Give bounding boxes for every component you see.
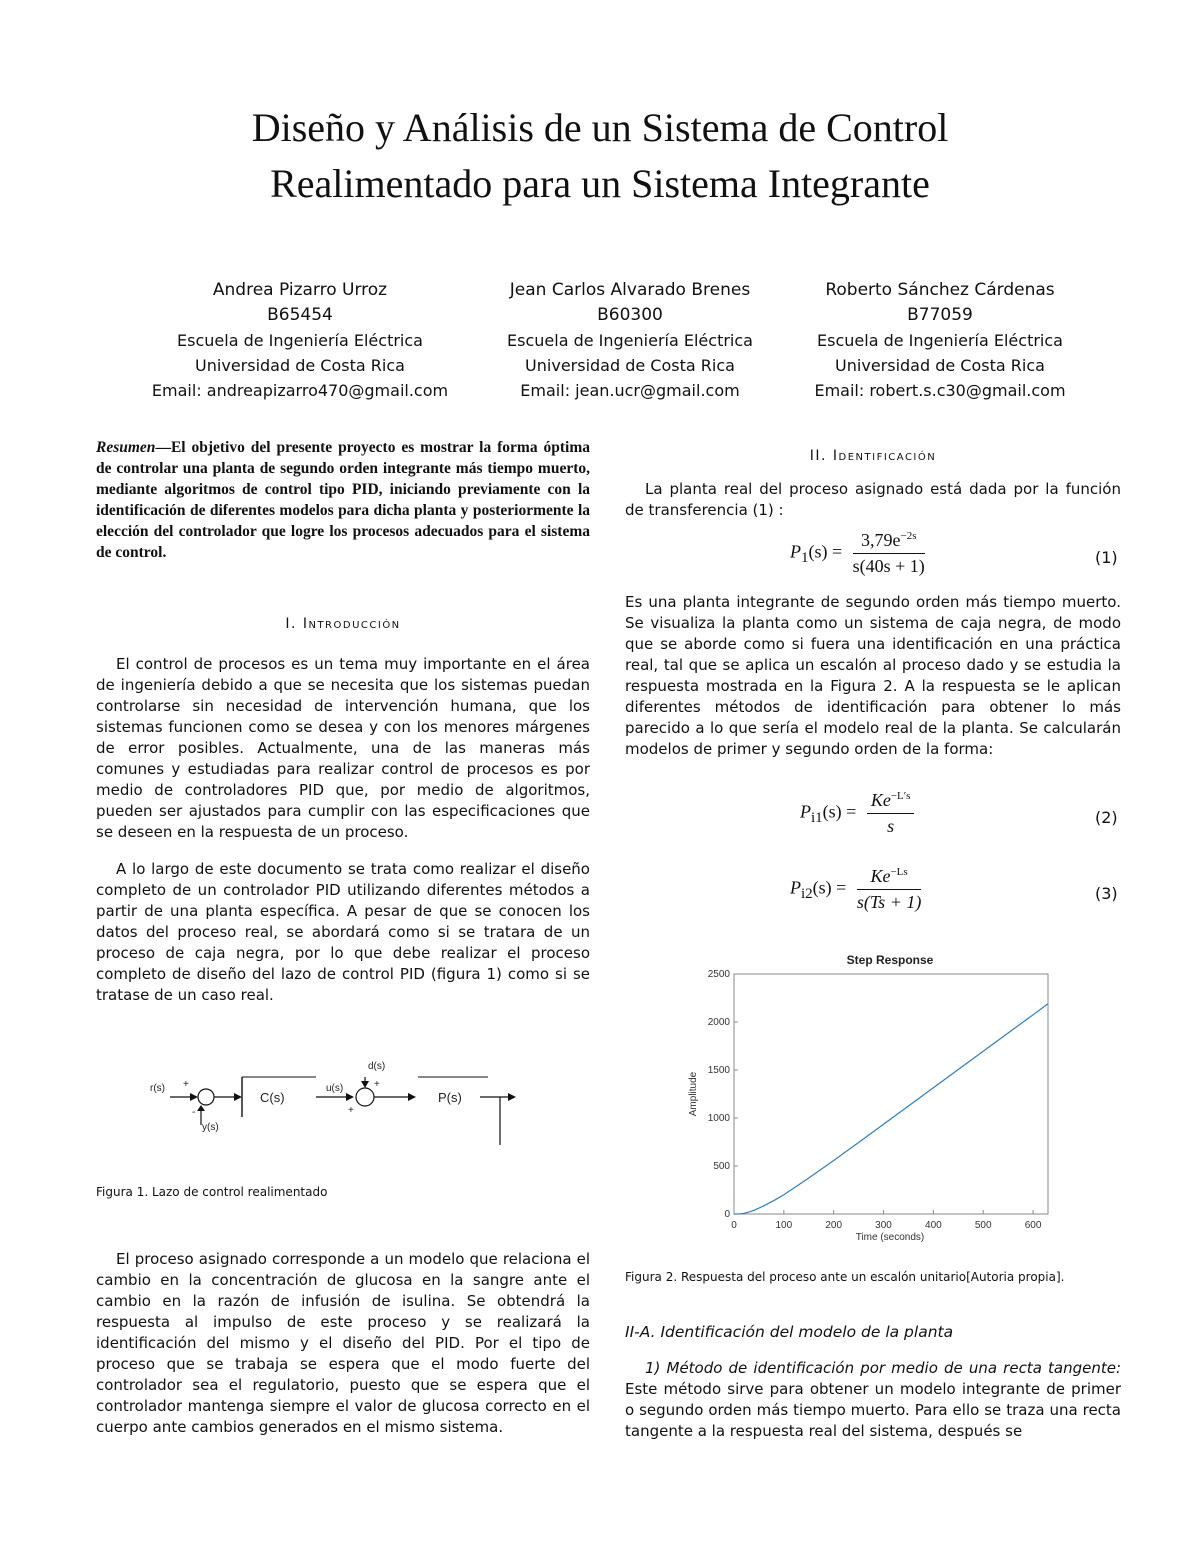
sum1-minus: - [192,1107,196,1118]
abstract [96,437,590,563]
eq3-fraction [857,866,922,913]
y-tick-label: 0 [724,1209,730,1220]
eq1-num-exp: −2s [900,530,917,542]
author-block-3 [770,278,1110,403]
eq3-numerator [857,866,922,890]
intro-paragraph-1: El control de procesos es un tema muy importante en el área de ingeniería debido a que se necesita que los sistemas puedan controlarse sin necesidad de intervención humana, que los sistemas funcionen como se desea y con los menores márgenes de error posibles. Actualmente, una de las maneras más comunes y estudiadas para realizar control de procesos es por medio de controladores PID que, por medio de algoritmos, pueden ser ajustados para cumplir con las especificaciones que se deseen en la respuesta de un proceso. [96,655,590,841]
y-tick-label: 500 [713,1161,730,1172]
x-axis-ticks [731,1210,1042,1231]
y-tick-label: 2500 [707,969,730,980]
equation-3-number: (3) [1095,884,1118,903]
y-tick-label: 1000 [707,1113,730,1124]
sum2-plus-left: + [348,1105,354,1116]
series-line-step [734,1004,1048,1214]
figure-1-block-diagram [140,1055,530,1155]
arrowhead-p [408,1093,416,1101]
eq2-numerator [867,790,915,814]
label-r: r(s) [150,1083,165,1094]
title-line-2: Realimentado para un Sistema Integrante [270,161,930,206]
author-name: Roberto Sánchez Cárdenas [825,280,1055,300]
author-school: Escuela de Ingeniería Eléctrica [177,331,423,350]
eq2-lhs: P [800,801,811,822]
arrowhead-sum2 [346,1093,354,1101]
eq3-lhs: P [790,877,801,898]
arrowhead-feedback [197,1105,205,1111]
identificacion-intro [625,479,1121,521]
identificacion-paragraph-1: La planta real del proceso asignado está dada por la función de transferencia (1) : [625,480,1121,519]
c-block-label: C(s) [260,1090,285,1105]
y-tick-label: 2000 [707,1017,730,1028]
figure-2-step-response-chart [672,948,1068,1248]
arrowhead-c [234,1093,242,1101]
sum1-plus: + [183,1079,189,1090]
eq2-arg: (s) = [822,801,857,822]
author-id: B60300 [597,305,663,325]
eq2-num-exp: −L′s [890,790,911,802]
chart-title: Step Response [846,953,934,967]
method-text: Este método sirve para obtener un modelo integrante de primer o segundo orden más tiempo muerto. Para ello se traza una recta tangente a la respuesta real del sistema, después se [625,1380,1121,1440]
author-school: Escuela de Ingeniería Eléctrica [817,331,1063,350]
abstract-text: —El objetivo del presente proyecto es mostrar la forma óptima de controlar una planta de segundo orden integrante más tiempo muerto, mediante algoritmos de control tipo PID, iniciando previamente con la identificación de diferentes modelos para dicha planta y posteriormente la elección del controlador que logre los procesos adecuados para el sistema de control. [96,439,590,561]
eq1-fraction [853,530,925,577]
author-email: Email: jean.ucr@gmail.com [520,381,740,400]
equation-1-number: (1) [1095,548,1118,567]
equation-1 [790,530,925,577]
figure-2-caption: Figura 2. Respuesta del proceso ante un escalón unitario[Autoria propia]. [625,1270,1065,1284]
eq1-num-text: 3,79e [860,530,901,550]
equation-3 [790,866,921,913]
eq1-denominator: s(40s + 1) [852,556,925,576]
eq3-denominator: s(Ts + 1) [856,892,922,912]
eq1-arg: (s) = [808,541,843,562]
author-id: B77059 [907,305,973,325]
paper-title [0,100,1200,212]
equation-2-number: (2) [1095,808,1118,827]
identificacion-paragraph-2: Es una planta integrante de segundo orden más tiempo muerto. Se visualiza la planta como un sistema de caja negra, de modo que se aborde como si fuera una identificación en una práctica real, tal que se aplica un escalón al proceso dado y se estudia la respuesta mostrada en la Figura 2. A la respuesta se le aplican diferentes métodos de identificación para obtener lo más parecido a lo que sería el modelo real de la planta. Se calcularán modelos de primer y segundo orden de la forma: [625,593,1121,758]
eq1-sub: 1 [801,550,809,567]
subsection-body [625,1358,1121,1442]
author-name: Jean Carlos Alvarado Brenes [509,280,751,300]
author-university: Universidad de Costa Rica [195,356,405,375]
eq1-lhs: P [790,541,801,562]
eq1-numerator [853,530,925,554]
summing-junction-1 [198,1089,214,1105]
eq3-arg: (s) = [812,877,847,898]
author-id: B65454 [267,305,333,325]
x-tick-label: 200 [825,1220,843,1231]
eq2-denominator: s [887,816,895,836]
plot-area-frame [734,974,1048,1214]
author-name: Andrea Pizarro Urroz [212,280,388,300]
arrowhead-out [508,1093,516,1101]
author-block-1 [130,278,470,403]
x-tick-label: 300 [875,1220,892,1231]
x-tick-label: 600 [1024,1220,1042,1231]
label-d: d(s) [368,1061,386,1072]
abstract-label: Resumen [96,439,156,456]
eq2-fraction [867,790,915,837]
section-heading-identificacion: II. Identificación [809,448,937,464]
y-axis-ticks [708,969,738,1220]
author-email: Email: robert.s.c30@gmail.com [814,381,1066,400]
y-tick-label: 1500 [707,1065,730,1076]
eq2-num-text: Ke [870,790,891,810]
author-school: Escuela de Ingeniería Eléctrica [507,331,753,350]
intro-column [96,654,590,1006]
arrowhead-r [190,1093,198,1101]
author-university: Universidad de Costa Rica [525,356,735,375]
author-university: Universidad de Costa Rica [835,356,1045,375]
eq3-num-exp: −Ls [890,866,908,878]
x-axis-label: Time (seconds) [855,1232,925,1243]
eq3-sub: i2 [801,886,813,903]
method-label: 1) Método de identificación por medio de una recta tangente: [645,1359,1121,1377]
intro-column-continued [96,1249,590,1438]
figure-1-caption: Figura 1. Lazo de control realimentado [96,1185,328,1199]
x-tick-label: 500 [974,1220,992,1231]
eq3-num-text: Ke [870,866,891,886]
title-line-1: Diseño y Análisis de un Sistema de Control [251,105,949,150]
summing-junction-2 [356,1088,374,1106]
author-block-2 [460,278,800,403]
subsection-paragraph [625,1358,1121,1442]
section-heading-introduccion: I. Introducción [285,616,401,632]
x-tick-label: 0 [731,1220,737,1231]
arrowhead-d [361,1081,369,1088]
y-axis-label: Amplitude [688,1071,699,1117]
intro-paragraph-2: A lo largo de este documento se trata como realizar el diseño completo de un controlador PID utilizando diferentes métodos a partir de una planta específica. A pesar de que se conocen los datos del proceso real, se abordará como si se tratara de un proceso de caja negra, por lo que debe realizar el proceso completo de diseño del lazo de control PID (figura 1) como si se tratase de un caso real. [96,860,590,1004]
p-block-label: P(s) [438,1090,462,1105]
equation-2 [800,790,914,837]
author-email: Email: andreapizarro470@gmail.com [151,381,449,400]
label-u: u(s) [326,1083,344,1094]
eq2-sub: i1 [811,810,823,827]
label-y: y(s) [202,1122,219,1133]
subsection-heading: II-A. Identificación del modelo de la planta [625,1323,954,1341]
sum2-plus-top: + [374,1079,380,1090]
identificacion-body [625,592,1121,760]
x-tick-label: 400 [925,1220,942,1231]
intro-paragraph-3: El proceso asignado corresponde a un modelo que relaciona el cambio en la concentración de glucosa en la sangre ante el cambio en la razón de infusión de isulina. Se obtendrá la respuesta al impulso de este proceso y se realizará la identificación del mismo y el diseño del PID. Por el tipo de proceso que se trabaja se espera que el modo fuerte del controlador sea el regulatorio, puesto que se espera que el controlador mantenga siempre el valor de glucosa correcto en el cuerpo ante cambios generados en el mismo sistema. [96,1250,590,1436]
x-tick-label: 100 [775,1220,793,1231]
